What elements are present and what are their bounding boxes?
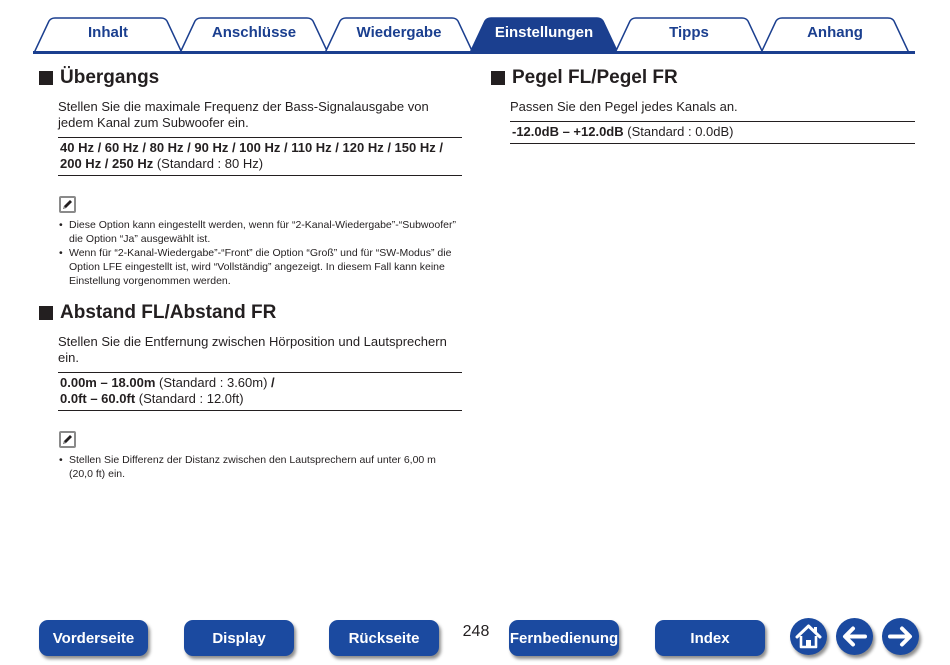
tab-wiedergabe[interactable] (324, 17, 474, 53)
tab-label: Wiedergabe (356, 24, 442, 41)
remote-control-button[interactable]: Fernbedienung (509, 620, 619, 656)
value-options: 40 Hz / 60 Hz / 80 Hz / 90 Hz / 100 Hz / 110 Hz / 120 Hz / 150 Hz / 200 Hz / 250 Hz (60, 140, 443, 171)
section-description: Passen Sie den Pegel jedes Kanals an. (510, 99, 738, 114)
section-heading (490, 66, 915, 90)
section-description: Stellen Sie die maximale Frequenz der Bass-Signalausgabe von jedem Kanal zum Subwoofer ein. (58, 99, 429, 130)
heading-square-icon (39, 71, 53, 85)
note-item: • Wenn für “2-Kanal-Wiedergabe”-“Front” die Option “Groß” und für “SW-Modus” die Option LFE eingestellt ist, wird “Vollständig” angezeigt. In diesem Fall kann keine Einstellung vorgenommen werden. (59, 246, 462, 288)
tab-tipps[interactable] (614, 17, 764, 53)
heading-square-icon (491, 71, 505, 85)
value-default: (Standard : 80 Hz) (156, 156, 264, 171)
section-crossover (38, 66, 462, 288)
section-title: Abstand FL/Abstand FR (60, 302, 277, 323)
arrow-right-icon (882, 618, 919, 655)
tab-anschluesse[interactable] (179, 17, 329, 53)
tab-underline (33, 51, 915, 54)
value-range: 0.00m – 18.00m (60, 375, 156, 390)
note-list (59, 453, 462, 481)
setting-values (58, 372, 462, 411)
setting-values (58, 137, 462, 176)
pencil-icon (59, 196, 76, 213)
section-title: Pegel FL/Pegel FR (512, 67, 678, 88)
home-icon (790, 618, 827, 655)
rear-panel-button[interactable]: Rückseite (329, 620, 439, 656)
value-default: (Standard : 3.60m) (159, 375, 268, 390)
section-description: Stellen Sie die Entfernung zwischen Hörposition und Lautsprechern ein. (58, 334, 447, 365)
tab-anhang[interactable] (760, 17, 910, 53)
section-heading (38, 66, 462, 90)
value-default: (Standard : 0.0dB) (627, 124, 734, 139)
section-level (490, 66, 915, 144)
back-button[interactable] (836, 618, 873, 655)
tab-label: Anhang (807, 24, 863, 41)
page-number: 248 (462, 623, 490, 640)
tab-label: Tipps (669, 24, 709, 41)
display-button[interactable]: Display (184, 620, 294, 656)
value-line-meters (60, 375, 460, 391)
value-line-feet (60, 391, 460, 407)
index-button[interactable]: Index (655, 620, 765, 656)
value-range: 0.0ft – 60.0ft (60, 391, 136, 406)
top-tab-bar (0, 0, 950, 56)
tab-label: Anschlüsse (211, 24, 297, 41)
section-distance (38, 301, 462, 481)
note-list (59, 218, 462, 288)
tab-inhalt[interactable] (33, 17, 183, 53)
section-title: Übergangs (60, 67, 160, 88)
home-button[interactable] (790, 618, 827, 655)
heading-square-icon (39, 306, 53, 320)
section-heading (38, 301, 462, 325)
value-default: (Standard : 12.0ft) (138, 391, 244, 406)
pencil-icon (59, 431, 76, 448)
value-separator: / (271, 375, 275, 390)
note-item: • Diese Option kann eingestellt werden, wenn für “2-Kanal-Wiedergabe”-“Subwoofer” die Option “Ja” ausgewählt ist. (59, 218, 462, 246)
setting-values (510, 121, 915, 144)
tab-label: Einstellungen (494, 24, 594, 41)
forward-button[interactable] (882, 618, 919, 655)
value-range: -12.0dB – +12.0dB (512, 124, 624, 139)
tab-einstellungen[interactable] (469, 17, 619, 53)
arrow-left-icon (836, 618, 873, 655)
note-item: • Stellen Sie Differenz der Distanz zwischen den Lautsprechern auf unter 6,00 m (20,0 ft) ein. (59, 453, 462, 481)
tab-label: Inhalt (88, 24, 128, 41)
front-panel-button[interactable]: Vorderseite (39, 620, 148, 656)
